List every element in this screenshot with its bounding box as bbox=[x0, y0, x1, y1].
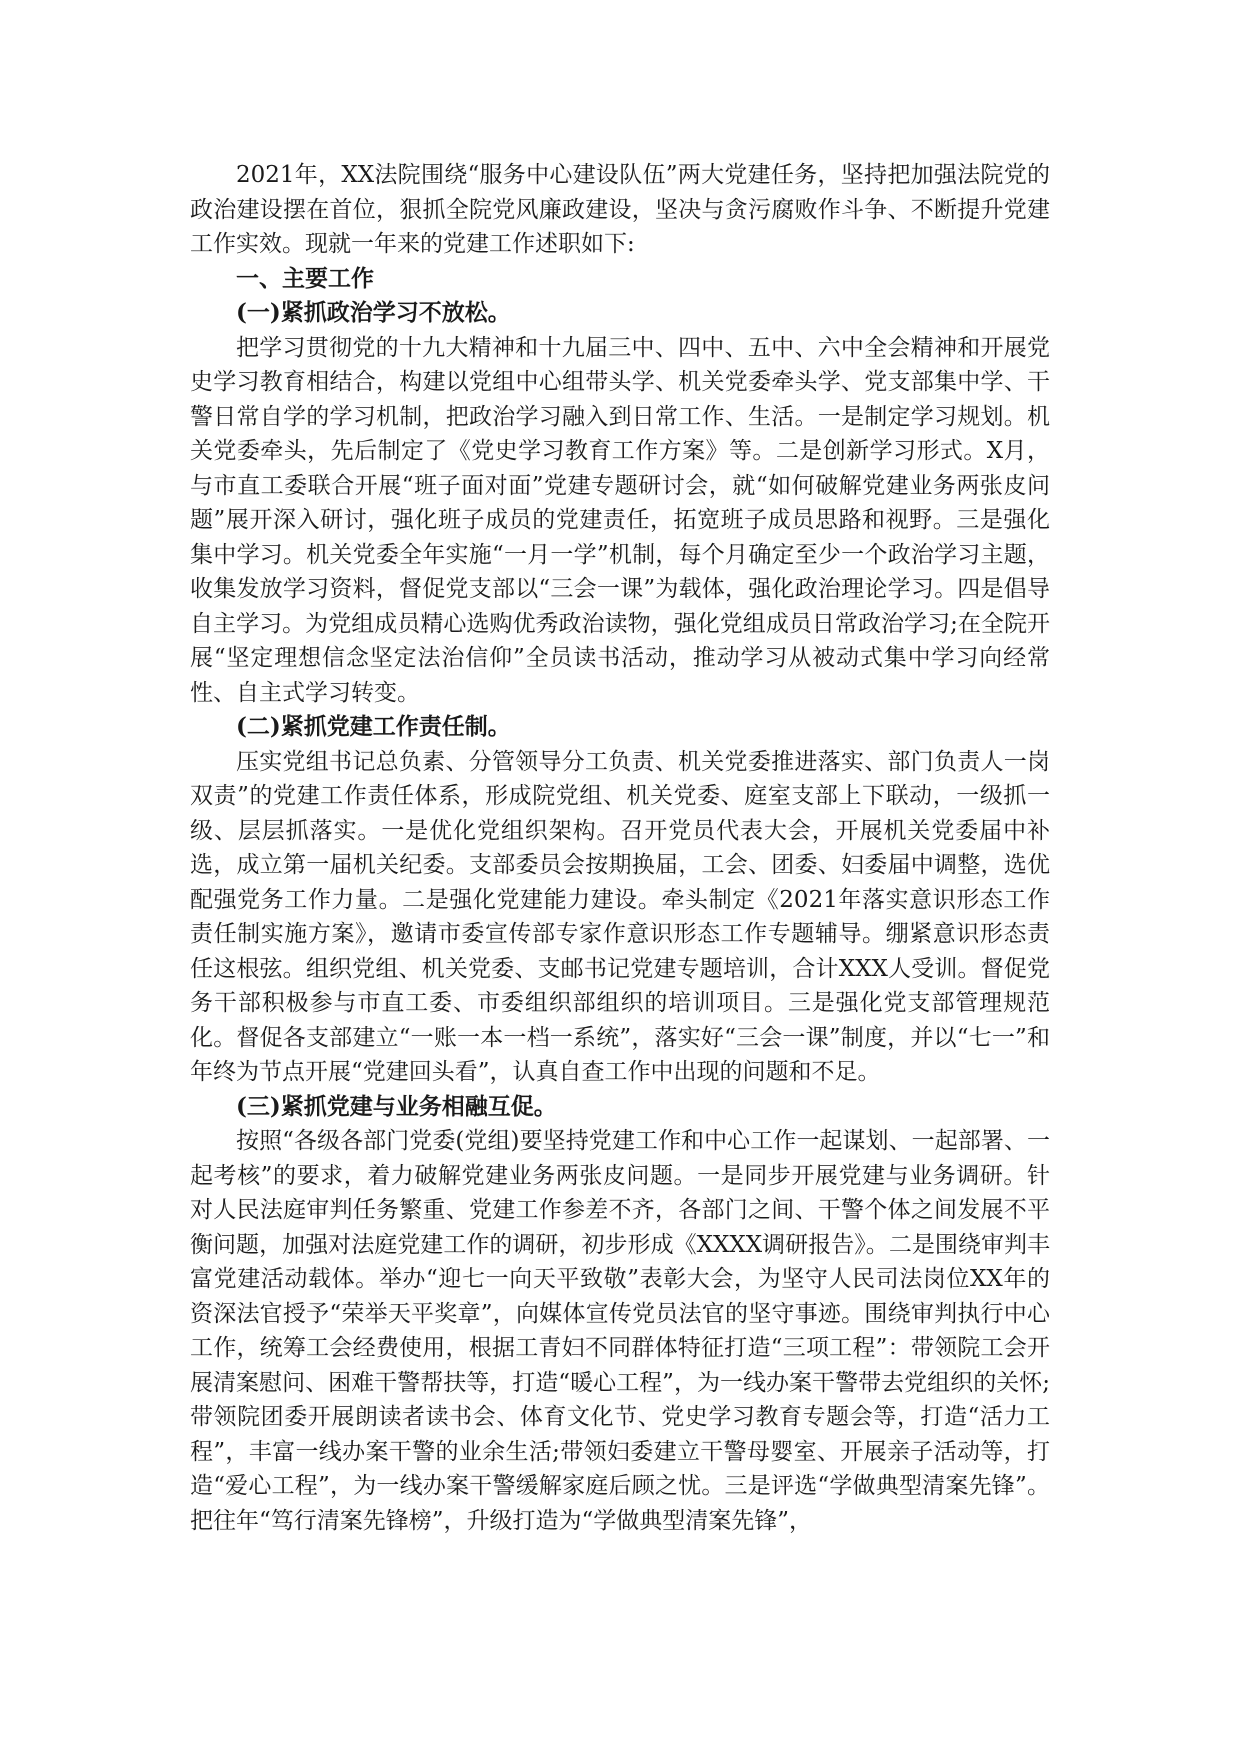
subsection-body-responsibility-system: 压实党组书记总负素、分管领导分工负责、机关党委推进落实、部门负责人一岗双责”的党建工作责任体系，形成院党组、机关党委、庭室支部上下联动，一级抓一级、层层抓落实。一是优化党组织架构。召开党员代表大会，开展机关党委届中补选，成立第一届机关纪委。支部委员会按期换届，工会、团委、妇委届中调整，选优配强党务工作力量。二是强化党建能力建设。牵头制定《2021年落实意识形态工作责任制实施方案》，邀请市委宣传部专家作意识形态工作专题辅导。绷紧意识形态责任这根弦。组织党组、机关党委、支邮书记党建专题培训，合计XXX人受训。督促党务干部积极参与市直工委、市委组织部组织的培训项目。三是强化党支部管理规范化。督促各支部建立“一账一本一档一系统”，落实好“三会一课”制度，并以“七一”和年终为节点开展“党建回头看”，认真自查工作中出现的问题和不足。 bbox=[190, 748, 1050, 1085]
subsection-body-political-study: 把学习贯彻党的十九大精神和十九届三中、四中、五中、六中全会精神和开展党史学习教育相结合，构建以党组中心组带头学、机关党委牵头学、党支部集中学、干警日常自学的学习机制，把政治学习融入到日常工作、生活。一是制定学习规划。机关党委牵头，先后制定了《党史学习教育工作方案》等。二是创新学习形式。X月，与市直工委联合开展“班子面对面”党建专题研讨会，就“如何破解党建业务两张皮问题”展开深入研讨，强化班子成员的党建责任，拓宽班子成员思路和视野。三是强化集中学习。机关党委全年实施“一月一学”机制，每个月确定至少一个政治学习主题，收集发放学习资料，督促党支部以“三会一课”为载体，强化政治理论学习。四是倡导自主学习。为党组成员精心选购优秀政治读物，强化党组成员日常政治学习;在全院开展“坚定理想信念坚定法治信仰”全员读书活动，推动学习从被动式集中学习向经常性、自主式学习转变。 bbox=[190, 334, 1050, 706]
subsection-body-party-business-integration: 按照“各级各部门党委(党组)要坚持党建工作和中心工作一起谋划、一起部署、一起考核”的要求，着力破解党建业务两张皮问题。一是同步开展党建与业务调研。针对人民法庭审判任务繁重、党建工作参差不齐，各部门之间、干警个体之间发展不平衡问题，加强对法庭党建工作的调研，初步形成《XXXX调研报告》。二是围绕审判丰富党建活动载体。举办“迎七一向天平致敬”表彰大会，为坚守人民司法岗位XX年的资深法官授予“荣举天平奖章”，向媒体宣传党员法官的坚守事迹。围绕审判执行中心工作，统筹工会经费使用，根据工青妇不同群体特征打造“三项工程”：带领院工会开展清案慰问、困难干警帮扶等，打造“暖心工程”，为一线办案干警带去党组织的关怀;带领院团委开展朗读者读书会、体育文化节、党史学习教育专题会等，打造“活力工程”，丰富一线办案干警的业余生活;带领妇委建立干警母婴室、开展亲子活动等，打造“爱心工程”，为一线办案干警缓解家庭后顾之忧。三是评选“学做典型清案先锋”。把往年“笃行清案先锋榜”，升级打造为“学做典型清案先锋”， bbox=[190, 1128, 1050, 1534]
subsection-heading-party-business-integration: (三)紧抓党建与业务相融互促。 bbox=[236, 1092, 557, 1120]
document-page bbox=[190, 158, 1050, 1538]
subsection-heading-responsibility-system: (二)紧抓党建工作责任制。 bbox=[236, 713, 511, 740]
intro-paragraph: 2021年，XX法院围绕“服务中心建设队伍”两大党建任务，坚持把加强法院党的政治建设摆在首位，狠抓全院党风廉政建设，坚决与贪污腐败作斗争、不断提升党建工作实效。现就一年来的党建工作述职如下: bbox=[190, 162, 1050, 257]
section-heading-main-work: 一、主要工作 bbox=[236, 265, 374, 292]
subsection-heading-political-study: (一)紧抓政治学习不放松。 bbox=[236, 299, 511, 326]
